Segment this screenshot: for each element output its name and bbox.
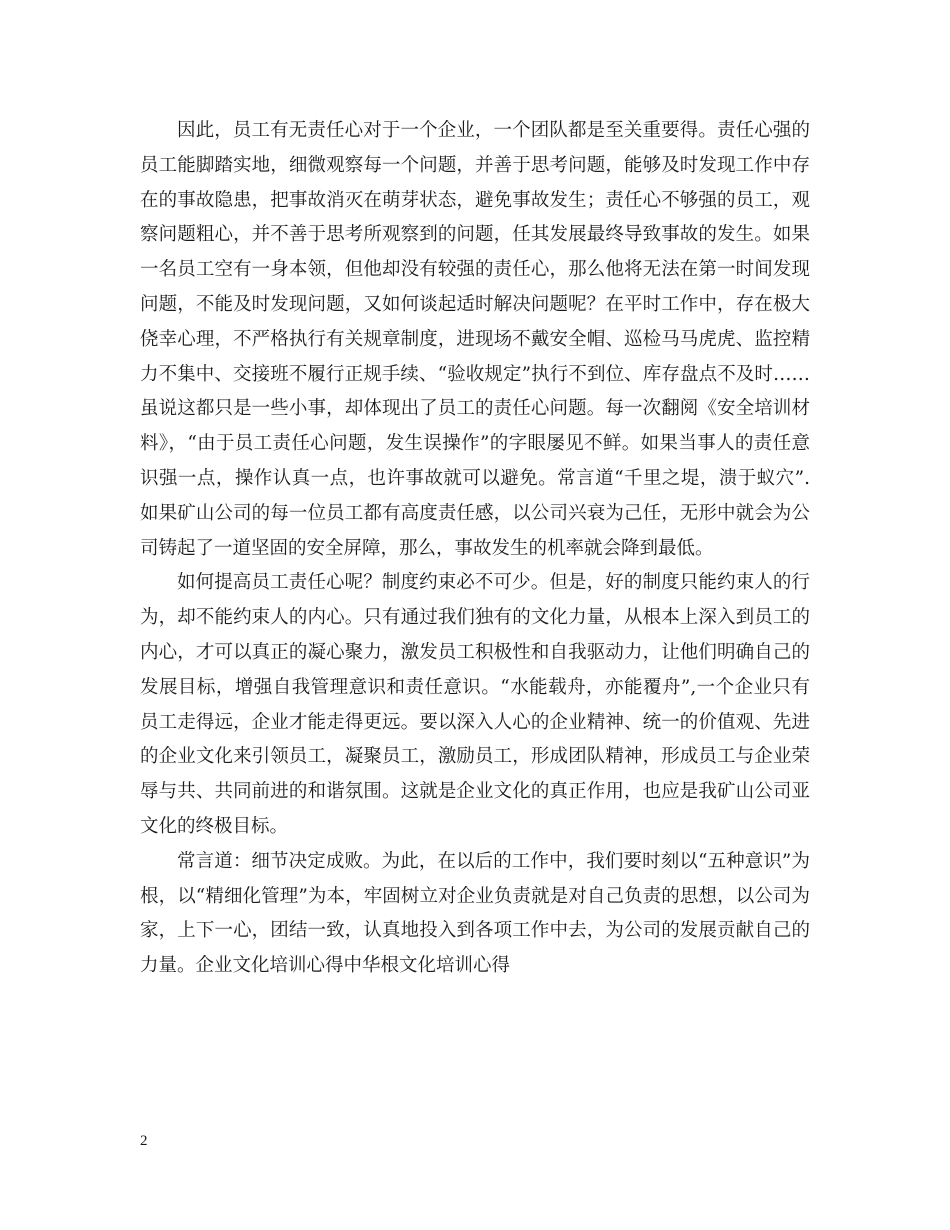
paragraph-2: 如何提高员工责任心呢？制度约束必不可少。但是，好的制度只能约束人的行为，却不能约束人的内心。只有通过我们独有的文化力量，从根本上深入到员工的内心，才可以真正的凝心聚力，激发员工积极性和自我驱动力，让他们明确自己的发展目标，增强自我管理意识和责任意识。“水能载舟，亦能覆舟”,一个企业只有员工走得远，企业才能走得更远。要以深入人心的企业精神、统一的价值观、先进的企业文化来引领员工，凝聚员工，激励员工，形成团队精神，形成员工与企业荣辱与共、共同前进的和谐氛围。这就是企业文化的真正作用，也应是我矿山公司亚文化的终极目标。 xyxy=(140,572,810,837)
paragraph-1: 因此，员工有无责任心对于一个企业，一个团队都是至关重要得。责任心强的员工能脚踏实地，细微观察每一个问题，并善于思考问题，能够及时发现工作中存在的事故隐患，把事故消灭在萌芽状态，避免事故发生；责任心不够强的员工，观察问题粗心，并不善于思考所观察到的问题，任其发展最终导致事故的发生。如果一名员工空有一身本领，但他却没有较强的责任心，那么他将无法在第一时间发现问题，不能及时发现问题，又如何谈起适时解决问题呢？在平时工作中，存在极大侥幸心理，不严格执行有关规章制度，进现场不戴安全帽、巡检马马虎虎、监控精力不集中、交接班不履行正规手续、“验收规定”执行不到位、库存盘点不及时……虽说这都只是一些小事，却体现出了员工的责任心问题。每一次翻阅《安全培训材料》，“由于员工责任心问题，发生误操作”的字眼屡见不鲜。如果当事人的责任意识强一点，操作认真一点，也许事故就可以避免。常言道“千里之堤，溃于蚁穴”.如果矿山公司的每一位员工都有高度责任感，以公司兴衰为己任，无形中就会为公司铸起了一道坚固的安全屏障，那么，事故发生的机率就会降到最低。 xyxy=(140,120,810,559)
paragraph-3: 常言道：细节决定成败。为此，在以后的工作中，我们要时刻以“五种意识”为根，以“精细化管理”为本，牢固树立对企业负责就是对自己负责的思想，以公司为家，上下一心，团结一致，认真地投入到各项工作中去，为公司的发展贡献自己的力量。企业文化培训心得中华根文化培训心得 xyxy=(140,850,810,977)
page-number: 2 xyxy=(140,1133,148,1149)
body-text xyxy=(140,114,810,984)
